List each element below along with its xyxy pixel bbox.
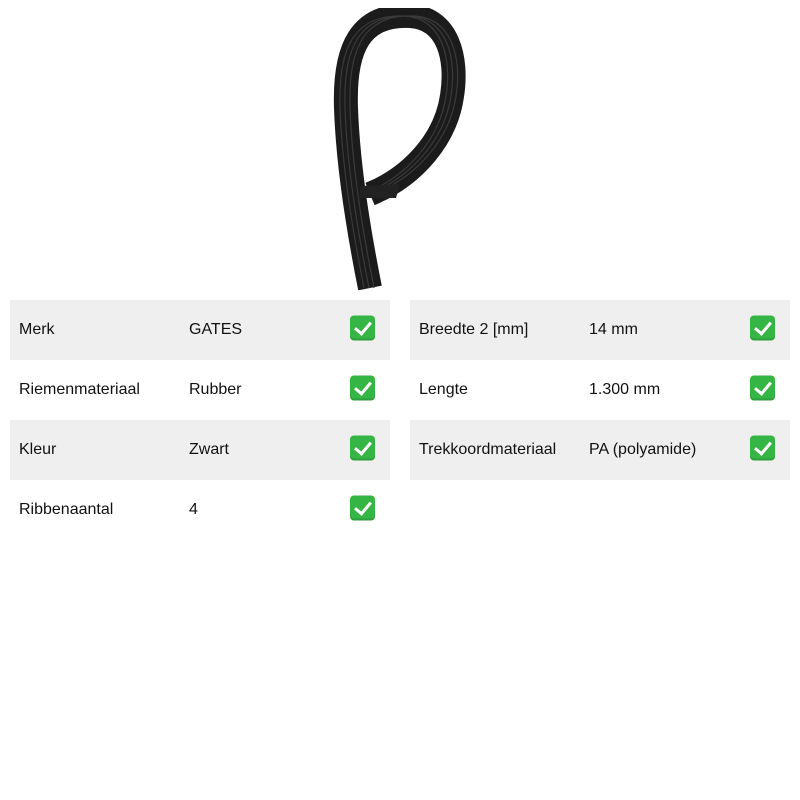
spec-label: Ribbenaantal [19, 501, 114, 518]
check-icon [750, 376, 775, 401]
spec-label: Trekkoordmateriaal [419, 441, 557, 458]
spec-label: Kleur [19, 441, 57, 458]
spec-row [410, 300, 790, 360]
spec-row [410, 360, 790, 420]
poly-v-belt-image [330, 8, 470, 290]
spec-row [10, 420, 390, 480]
check-icon [350, 316, 375, 341]
check-icon [750, 316, 775, 341]
spec-row [10, 300, 390, 360]
spec-label: Lengte [419, 381, 468, 398]
spec-value: 1.300 mm [589, 381, 661, 398]
check-icon [350, 376, 375, 401]
spec-row [10, 360, 390, 420]
spec-table-right [410, 300, 790, 480]
spec-value: 4 [189, 501, 198, 518]
spec-value: GATES [189, 321, 243, 338]
spec-label: Merk [19, 321, 55, 338]
spec-row [10, 480, 390, 540]
spec-value: PA (polyamide) [589, 441, 697, 458]
spec-label: Breedte 2 [mm] [419, 321, 529, 338]
check-icon [350, 436, 375, 461]
spec-row [410, 420, 790, 480]
spec-value: 14 mm [589, 321, 638, 338]
check-icon [350, 496, 375, 521]
spec-table-left [10, 300, 390, 540]
product-image [330, 8, 470, 290]
spec-value: Zwart [189, 441, 229, 458]
check-icon [750, 436, 775, 461]
spec-value: Rubber [189, 381, 242, 398]
spec-label: Riemenmateriaal [19, 381, 140, 398]
